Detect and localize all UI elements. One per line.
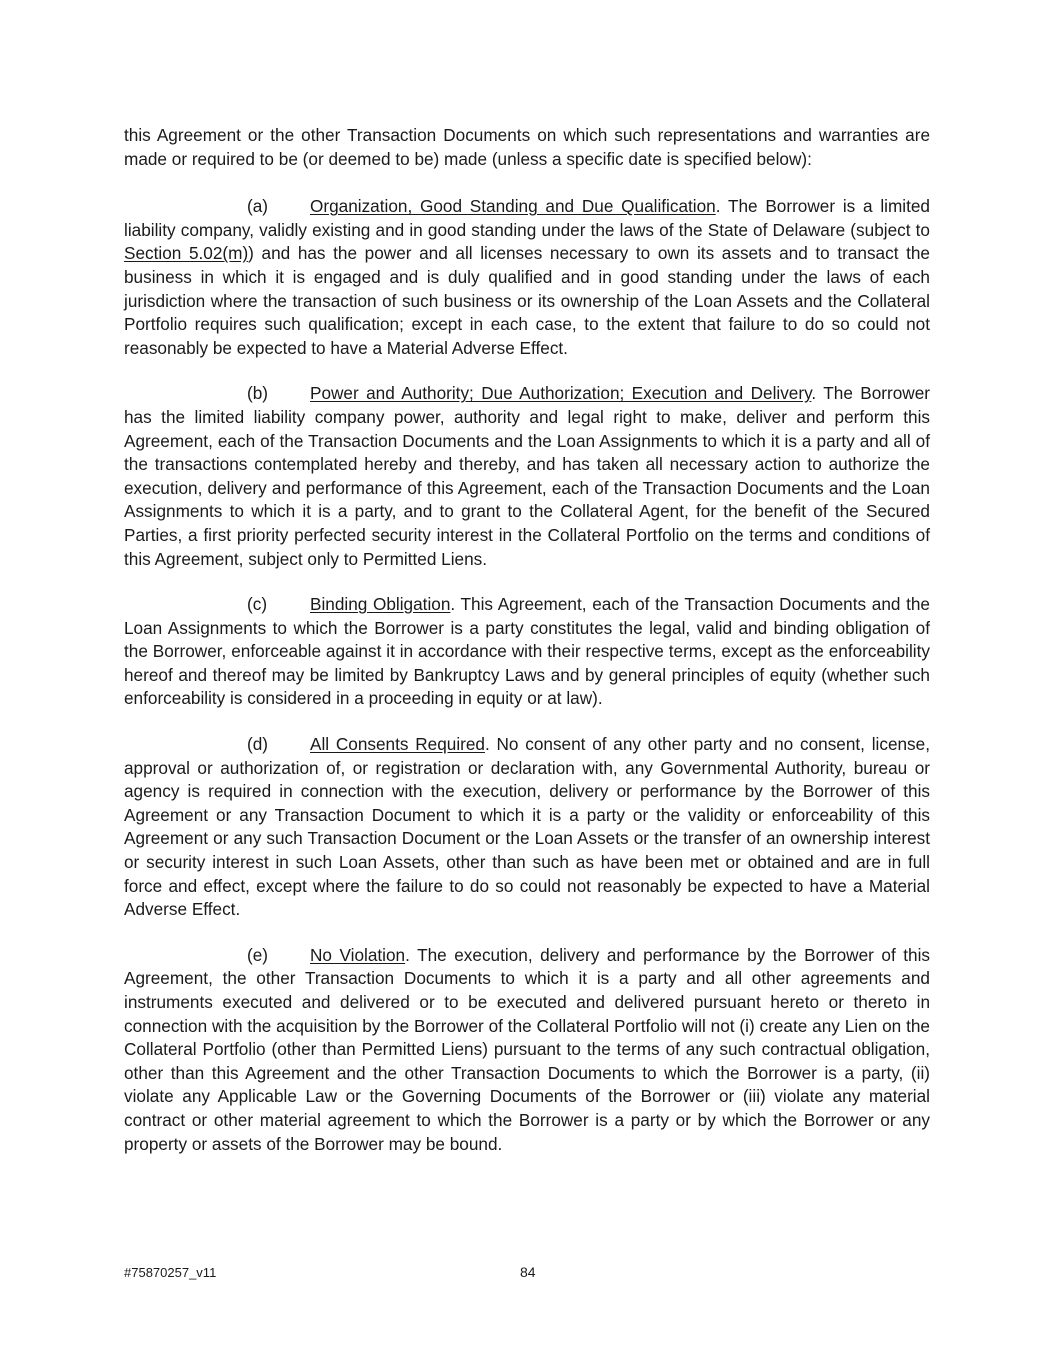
section-text: . The Borrower is a limited liability company, validly existing and in good standing under the laws of the State of Delaware (subject to bbox=[124, 196, 930, 240]
document-id: #75870257_v11 bbox=[124, 1265, 217, 1280]
section-label: (a) bbox=[247, 196, 269, 217]
section-d-paragraph bbox=[124, 733, 930, 922]
intro-paragraph: this Agreement or the other Transaction Documents on which such representations and warranties are made or required to be (or deemed to be) made (unless a specific date is specified below): bbox=[124, 125, 930, 169]
section-label: (d) bbox=[247, 734, 269, 755]
section-label: (b) bbox=[247, 383, 269, 404]
page-number: 84 bbox=[520, 1264, 536, 1280]
section-heading: Power and Authority; Due Authorization; Execution and Delivery bbox=[310, 383, 812, 404]
section-heading: Organization, Good Standing and Due Qualification bbox=[310, 196, 716, 217]
section-c-paragraph bbox=[124, 593, 930, 711]
section-text: ) and has the power and all licenses necessary to own its assets and to transact the business in which it is engaged and is duly qualified and in good standing under the laws of each jurisdiction where the transaction of such business or its ownership of the Loan Assets and the Collateral Portfolio requires such qualification; except in each case, to the extent that failure to do so could not reasonably be expected to have a Material Adverse Effect. bbox=[124, 243, 930, 358]
document-body bbox=[124, 124, 930, 1178]
section-cross-reference: Section 5.02(m) bbox=[124, 243, 249, 264]
section-label: (e) bbox=[247, 944, 269, 965]
section-text: . No consent of any other party and no consent, license, approval or authorization of, or registration or declaration with, any Governmental Authority, bureau or agency is required in connection with the execution, delivery or performance by the Borrower of this Agreement or any Transaction Document to which it is a party or the validity or enforceability of this Agreement or any such Transaction Document or the Loan Assets or the transfer of an ownership interest or security interest in such Loan Assets, other than such as have been met or obtained and are in full force and effect, except where the failure to do so could not reasonably be expected to have a Material Adverse Effect. bbox=[124, 734, 930, 920]
section-text: . The Borrower has the limited liability company power, authority and legal right to make, deliver and perform this Agreement, each of the Transaction Documents and the Loan Assignments to which it is a party and all of the transactions contemplated hereby and thereby, and has taken all necessary action to authorize the execution, delivery and performance of this Agreement, each of the Transaction Documents and the Loan Assignments to which it is a party, and to grant to the Collateral Agent, for the benefit of the Secured Parties, a first priority perfected security interest in the Collateral Portfolio on the terms and conditions of this Agreement, subject only to Permitted Liens. bbox=[124, 383, 930, 569]
section-a-paragraph bbox=[124, 195, 930, 360]
section-label: (c) bbox=[247, 594, 268, 615]
section-e-paragraph bbox=[124, 944, 930, 1156]
section-heading: Binding Obligation bbox=[310, 594, 451, 615]
section-heading: All Consents Required bbox=[310, 734, 485, 755]
section-b-paragraph bbox=[124, 382, 930, 571]
section-heading: No Violation bbox=[310, 944, 406, 965]
section-text: . This Agreement, each of the Transaction Documents and the Loan Assignments to which the Borrower is a party constitutes the legal, valid and binding obligation of the Borrower, enforceable against it in accordance with their respective terms, except as the enforceability hereof and thereof may be limited by Bankruptcy Laws and by general principles of equity (whether such enforceability is considered in a proceeding in equity or at law). bbox=[124, 594, 930, 709]
section-text: . The execution, delivery and performance by the Borrower of this Agreement, the other Transaction Documents to which it is a party and all other agreements and instruments executed and delivered or to be executed and delivered pursuant hereto or thereto in connection with the acquisition by the Borrower of the Collateral Portfolio will not (i) create any Lien on the Collateral Portfolio (other than Permitted Liens) pursuant to the terms of any such contractual obligation, other than this Agreement and the other Transaction Documents to which the Borrower is a party, (ii) violate any Applicable Law or the Governing Documents of the Borrower or (iii) violate any material contract or other material agreement to which the Borrower is a party or by which the Borrower or any property or assets of the Borrower may be bound. bbox=[124, 944, 931, 1154]
